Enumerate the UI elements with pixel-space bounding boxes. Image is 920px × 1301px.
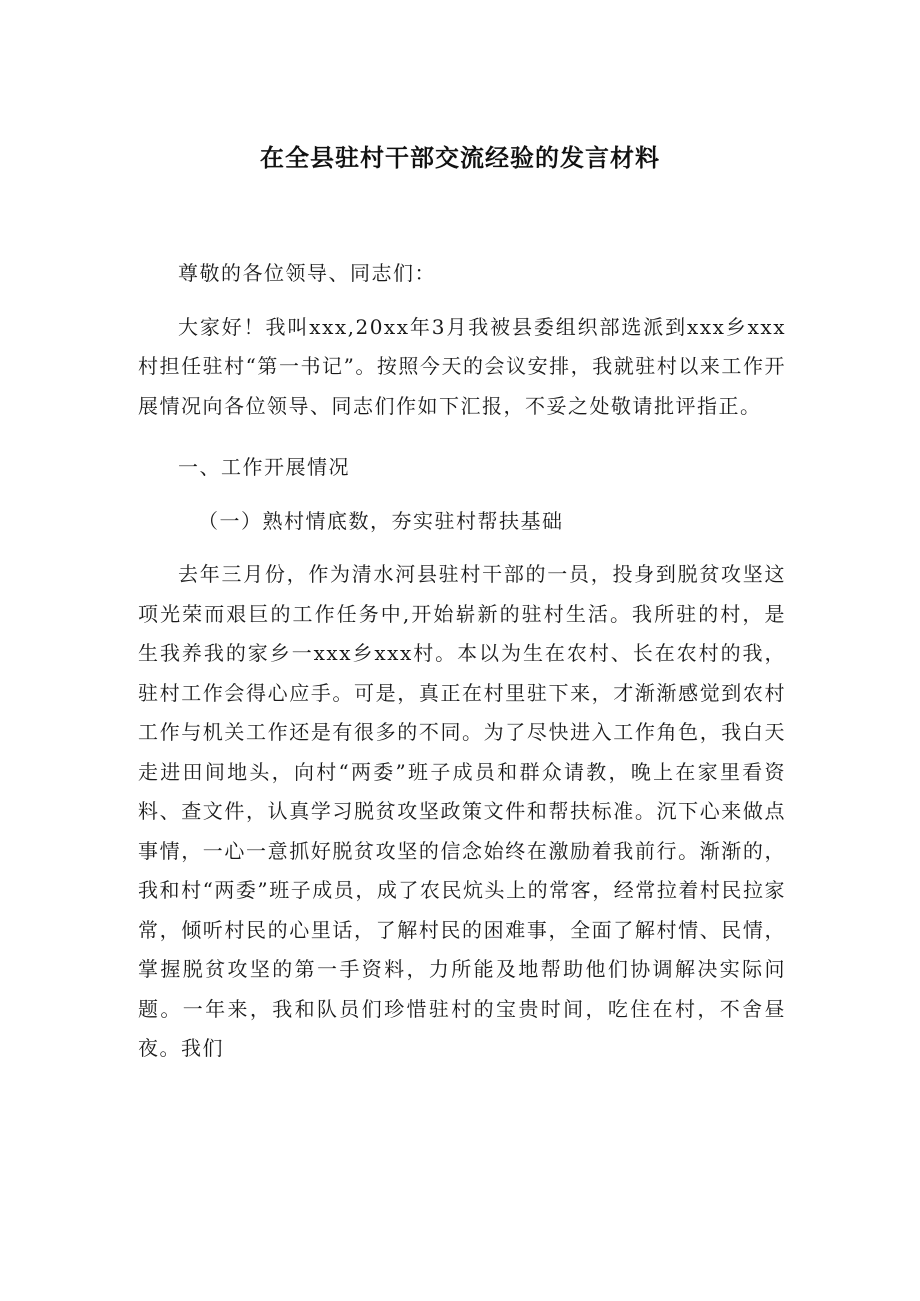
section-heading: 一、工作开展情况: [178, 455, 350, 479]
intro-paragraph: 大家好！我叫xxx,20xx年3月我被县委组织部选派到xxx乡xxx村担任驻村“第一书记”。按照今天的会议安排，我就驻村以来工作开展情况向各位领导、同志们作如下汇报，不妥之处敬请批评指正。: [138, 314, 786, 418]
body-paragraph: 去年三月份，作为清水河县驻村干部的一员，投身到脱贫攻坚这项光荣而艰巨的工作任务中,开始崭新的驻村生活。我所驻的村，是生我养我的家乡一xxx乡xxx村。本以为生在农村、长在农村的我，驻村工作会得心应手。可是，真正在村里驻下来，才渐渐感觉到农村工作与机关工作还是有很多的不同。为了尽快进入工作角色，我白天走进田间地头，向村“两委”班子成员和群众请教，晚上在家里看资料、查文件，认真学习脱贫攻坚政策文件和帮扶标准。沉下心来做点事情，一心一意抓好脱贫攻坚的信念始终在激励着我前行。渐渐的，我和村“两委”班子成员，成了农民炕头上的常客，经常拉着村民拉家常，倾听村民的心里话，了解村民的困难事，全面了解村情、民情，掌握脱贫攻坚的第一手资料，力所能及地帮助他们协调解决实际问题。一年来，我和队员们珍惜驻村的宝贵时间，吃住在村，不舍昼夜。我们: [138, 562, 786, 1060]
document-body: [138, 254, 786, 1069]
salutation: 尊敬的各位领导、同志们：: [178, 261, 436, 285]
document-title: 在全县驻村干部交流经验的发言材料: [260, 144, 660, 172]
subsection-heading: （一）熟村情底数，夯实驻村帮扶基础: [198, 508, 564, 533]
